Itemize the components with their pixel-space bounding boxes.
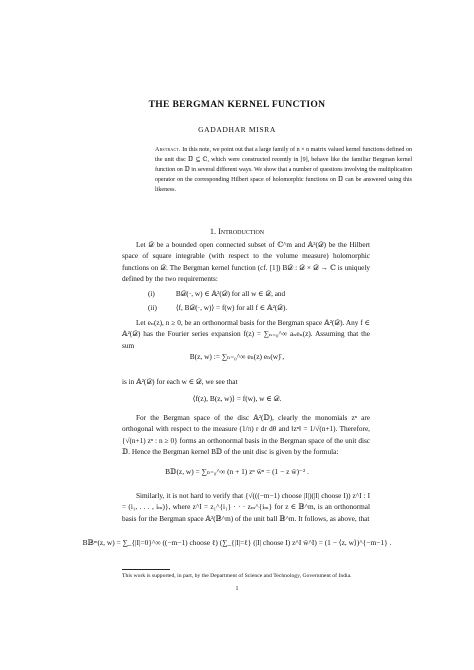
paragraph-intro: Let 𝒟 be a bounded open connected subset of ℂ^m and 𝔸²(𝒟) be the Hilbert space of square integrable (with respect to the volume measure) holomorphic functions on 𝒟. The Bergman kernel function (cf. [1]) B𝒟 : 𝒟 × 𝒟 → ℂ is uniquely defined by the two requirements: (122, 241, 370, 284)
requirement-2-number: (ii) (148, 304, 157, 312)
requirement-1-number: (i) (148, 290, 155, 298)
paragraph-disc: For the Bergman space of the disc 𝔸²(𝔻), clearly the monomials zⁿ are orthogonal with respect to the measure (1/π) r dr dθ and ‖zⁿ‖ = 1/√(n+1). Therefore, {√(n+1) zⁿ : n ≥ 0} forms an orthonormal basis in the Bergman space of the unit disc 𝔻. Hence the Bergman kernel B𝔻 of the unit disc is given by the formula: (122, 414, 370, 457)
abstract (155, 145, 412, 195)
footnote-rule (122, 569, 170, 570)
requirement-1-text: B𝒟(·, w) ∈ 𝔸²(𝒟) for all w ∈ 𝒟, and (175, 290, 286, 298)
author-name: GADADHAR MISRA (198, 125, 276, 134)
equation-reproducing: ⟨f(z), B(z, w)⟩ = f(w), w ∈ 𝒟. (192, 394, 282, 403)
footnote: This work is supported, in part, by the Department of Science and Technology, Government of India. (122, 573, 352, 579)
equation-kernel-sum: B(z, w) := ∑ₙ₌₀^∞ eₙ(z) eₙ(w)̄ , (189, 352, 285, 361)
equation-ball-kernel: B𝔹ᵐ(z, w) = ∑_{|I|=0}^∞ ((−m−1) choose ℓ) (∑_{|I|=ℓ} (|I| choose I) z^I w̄^I) = (1 − ⟨z, w⟩)^{−m−1} . (82, 538, 392, 547)
page-number: 1 (235, 586, 239, 592)
abstract-text: In this note, we point out that a large family of n × n matrix valued kernel functions defined on the unit disc 𝔻 ⊆ ℂ, which were constructed recently in [9], behave like the familiar Bergman kernel function on 𝔻 in several different ways. We show that a number of questions involving the multiplication operator on the corresponding Hilbert space of holomorphic functions on 𝔻 can be answered using this likeness. (155, 147, 413, 194)
section-heading (0, 227, 474, 236)
requirement-2-text: ⟨f, B𝒟(·, w)⟩ = f(w) for all f ∈ 𝔸²(𝒟). (175, 304, 288, 312)
requirement-1 (148, 289, 285, 299)
section-title: Introduction (218, 227, 265, 236)
requirement-2 (148, 303, 287, 313)
section-number: 1. (209, 227, 217, 236)
paragraph-reproducing: is in 𝔸²(𝒟) for each w ∈ 𝒟, we see that (122, 378, 238, 386)
paragraph-basis: Let eₙ(z), n ≥ 0, be an orthonormal basis for the Bergman space 𝔸²(𝒟). Any f ∈ 𝔸²(𝒟) has the Fourier series expansion f(z) = ∑ₙ₌₀^∞ aₙeₙ(z). Assuming that the sum (122, 319, 370, 350)
equation-disc-kernel: B𝔻(z, w) = ∑ₙ₌₀^∞ (n + 1) zⁿ w̄ⁿ = (1 − z w̄)⁻² . (165, 467, 309, 476)
abstract-label: Abstract. (155, 147, 181, 153)
paper-title: THE BERGMAN KERNEL FUNCTION (148, 99, 326, 110)
paragraph-ball: Similarly, it is not hard to verify that {√(((−m−1) choose |I|)(|I| choose I)) z^I : I = (i₁, . . . , iₘ)}, where z^I = z₁^{i₁} · · · zₘ^{iₘ} for z ∈ 𝔹^m, is an orthonormal basis for the Bergman space 𝔸²(𝔹^m) of the unit ball 𝔹^m. It follows, as above, that (122, 492, 370, 523)
